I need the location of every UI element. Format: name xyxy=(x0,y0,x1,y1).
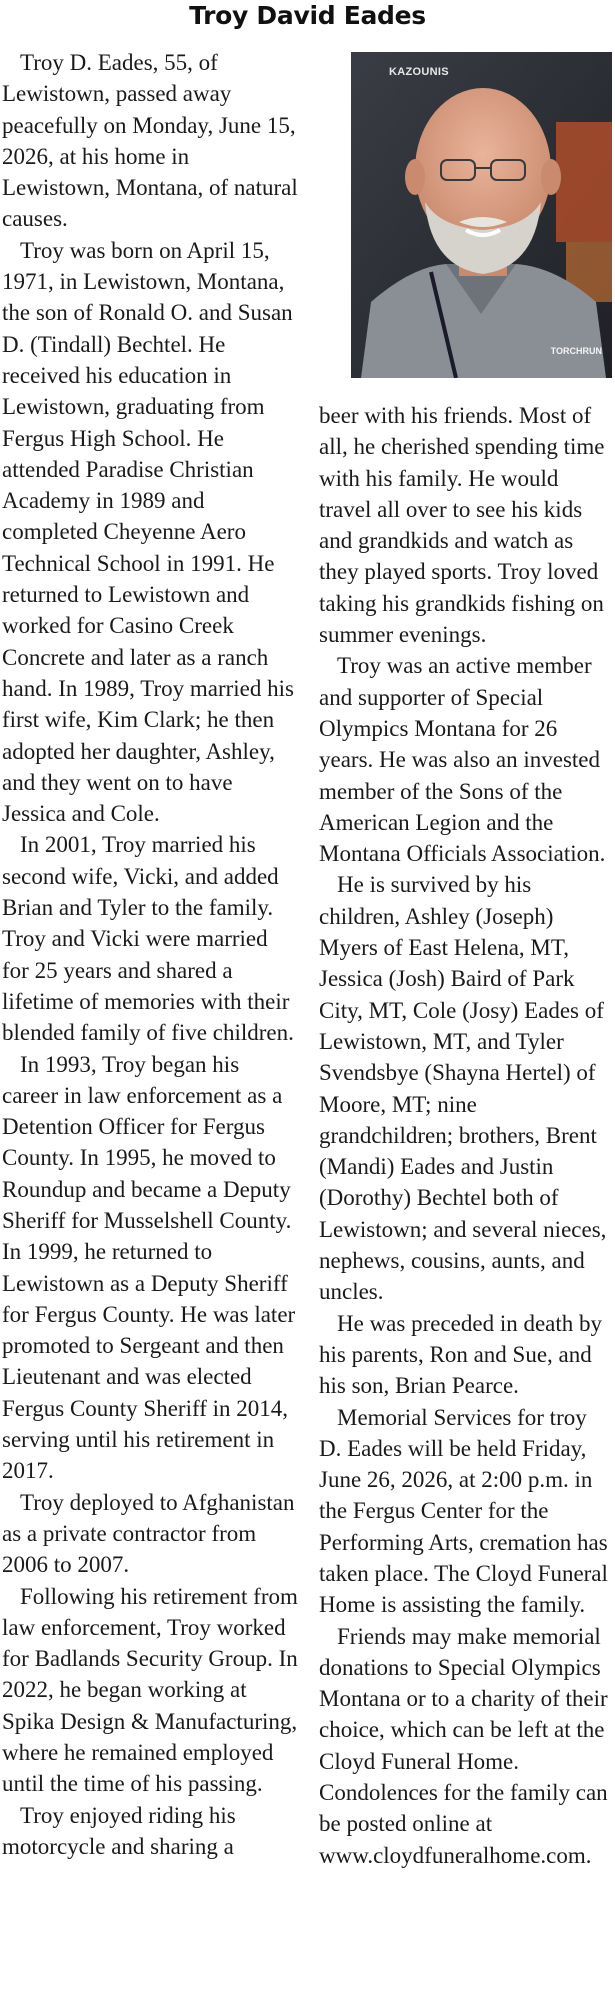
paragraph-intro: Troy D. Eades, 55, of Lewistown, passed away peacefully on Monday, June 15, 2026, at his home in Lewistown, Montana, of natural causes. xyxy=(2,50,298,232)
paragraph-hobbies-cont: beer with his friends. Most of all, he cherished spending time with his family. He would travel all over to see his kids and grandkids and watch as they played sports. Troy loved taking his grandkids fishing on summer evenings. xyxy=(319,403,605,648)
paragraph-law-enforcement: In 1993, Troy began his career in law enforcement as a Detention Officer for Fergus County. In 1995, he moved to Roundup and became a Deputy Sheriff for Musselshell County. In 1999, he returned to Lewistown as a Deputy Sheriff for Fergus County. He was later promoted to Sergeant and then Lieutenant and was elected Fergus County Sheriff in 2014, serving until his retirement in 2017. xyxy=(2,1051,296,1484)
right-column xyxy=(319,400,614,1871)
paragraph-afghanistan: Troy deployed to Afghanistan as a private contractor from 2006 to 2007. xyxy=(2,1489,295,1578)
paragraph-second-marriage: In 2001, Troy married his second wife, Vicki, and added Brian and Tyler to the family. Troy and Vicki were married for 25 years and shared a lifetime of memories with their blended family of five children. xyxy=(2,832,294,1046)
paragraph-retirement: Following his retirement from law enforcement, Troy worked for Badlands Security Group. In 2022, he began working at Spika Design & Manufacturing, where he remained employed until the time of his passing. xyxy=(2,1583,298,1797)
paragraph-hobbies-start: Troy enjoyed riding his motorcycle and sharing a xyxy=(2,1802,236,1859)
left-column xyxy=(2,47,298,1862)
backdrop-text: KAZOUNIS xyxy=(389,66,449,78)
paragraph-donations: Friends may make memorial donations to Special Olympics Montana or to a charity of their choice, which can be left at the Cloyd Funeral Home. Condolences for the family can be posted online at www.cloydfuneralhome.com. xyxy=(319,1623,608,1868)
portrait-illustration xyxy=(351,52,612,378)
paragraph-preceded: He was preceded in death by his parents, Ron and Sue, and his son, Brian Pearce. xyxy=(319,1310,603,1399)
paragraph-survivors: He is survived by his children, Ashley (Joseph) Myers of East Helena, MT, Jessica (Josh) Baird of Park City, MT, Cole (Josy) Eades of Lewistown, MT, and Tyler Svendsbye (Shayna Hertel) of Moore, MT; nine grandchildren; brothers, Brent (Mandi) Eades and Justin (Dorothy) Bechtel both of Lewistown; and several nieces, nephews, cousins, aunts, and uncles. xyxy=(319,872,607,1305)
portrait-photo xyxy=(351,52,612,378)
obituary-title: Troy David Eades xyxy=(189,1,426,30)
paragraph-special-olympics: Troy was an active member and supporter of Special Olympics Montana for 26 years. He was also an invested member of the Sons of the American Legion and the Montana Officials Association. xyxy=(319,653,606,867)
paragraph-services: Memorial Services for troy D. Eades will be held Friday, June 26, 2026, at 2:00 p.m. in the Fergus Center for the Performing Arts, cremation has taken place. The Cloyd Funeral Home is assisting the family. xyxy=(319,1404,608,1618)
paragraph-early-life: Troy was born on April 15, 1971, in Lewistown, Montana, the son of Ronald O. and Susan D. (Tindall) Bechtel. He received his education in Lewistown, graduating from Fergus High School. He attended Paradise Christian Academy in 1989 and completed Cheyenne Aero Technical School in 1991. He returned to Lewistown and worked for Casino Creek Concrete and later as a ranch hand. In 1989, Troy married his first wife, Kim Clark; he then adopted her daughter, Ashley, and they went on to have Jessica and Cole. xyxy=(2,237,294,827)
shirt-logo: TORCHRUN xyxy=(550,346,602,356)
